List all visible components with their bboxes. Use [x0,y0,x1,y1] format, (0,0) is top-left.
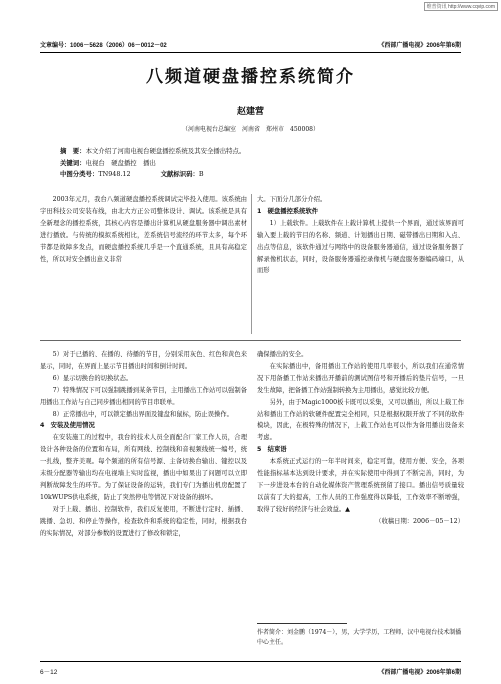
clc-value: TN948.12 [98,170,131,178]
paragraph: 7）特殊情况下可以强制跳播到某条节目，主用播出工作站可以强制备用播出工作站与自己同步播出相同的节目串联单。 [40,386,247,406]
column-bottom-right [257,349,464,528]
column-bottom-left [40,349,247,540]
footnote-rule [257,623,347,624]
header-rule [40,52,461,53]
paragraph: 大。下面分几部分介绍。 [257,196,327,203]
keywords-line [60,158,450,170]
section-heading: 4 安装及使用情况 [40,422,95,430]
abstract-text: 本文介绍了河南电视台硬盘播控系统及其安全播出特点。 [85,147,246,155]
article-number: 文章编号：1006－5628（2006）06－0012－02 [40,43,167,49]
author-name: 赵建营 [236,107,264,117]
column-divider [251,194,252,334]
clc-label: 中图分类号： [60,170,99,178]
page-number: 6－12 [40,669,58,676]
paragraph: 在安装施工的过程中，我台的技术人员全面配合厂家工作人员，合理设计各种设备的位置和布局，所有网线、控制线和音视频线统一编号，统一扎线，整齐美观。每个频道的所有信号源、主备切换台输出、键控以及末级分配器等输出均在电视墙上实时监视，播出中如果出了问题可以立即判断故障发生的环节。为了保证设备的运转，我们专门为播出机房配置了10kWUPS供电系统，防止了突然停电等情况下对设备的损坏。 [40,434,247,501]
paragraph: 在实际播出中，备用播出工作站的使用几率很小，所以我们在通常情况下用备播工作站来播出开播前的测试图信号和开播后的垫片信号，一旦发生故障，把备播工作站强制转换为主用播出，感觉比较方便。 [257,362,464,394]
column-top-right [257,194,464,277]
watermark: 维普资讯 http://www.cqvip.com [424,2,498,11]
received-date: （收稿日期：2006－05－12） [375,517,464,525]
paragraph: 2003年元月，我台八频道硬盘播控系统调试完毕投入使用。该系统由宇田科技公司安装布线，由北大方正公司整体设计、调试。该系统是具有全新理念的播控系统，其核心内容是播出计算机从硬盘服务器中调出素材进行播放。与传统的模拟系统相比，差系统信号流经的环节太多，每个环节都是故障多发点，而硬盘播控系统几乎是一个直通系统，且具有高稳定性，所以对安全播出意义非常 [40,196,247,263]
footer-rule [40,661,461,662]
affiliation: （河南电视台总编室 河南省 郑州市 450008） [182,126,319,133]
abstract-label: 摘 要： [60,147,86,155]
paragraph: 6）显示切换台的切换状态。 [52,374,133,382]
column-top-left [40,194,247,265]
paragraph: 本系统正式运行的一年半时间来，稳定可靠，使用方便、安全，各项性能指标基本达到设计要求，并在实际使用中得到了不断完善，同时，为下一步进设本台的自动化媒体资产管理系统预留了接口。播出信号质量较以前有了大的提高，工作人员的工作强度得以降低，工作效率不断增强，取得了较好的经济与社会效益。▲ [257,458,464,513]
section-heading: 5 结束语 [257,446,287,454]
abstract-block [60,146,450,181]
article-title: 八频道硬盘播控系统简介 [146,67,355,87]
journal-header: 《西部广播电视》2006年第6期 [378,43,461,49]
paragraph: 1）上载软件。上载软件在上载计算机上提供一个界面，通过该界面可输入要上载的节目的名称、频道、计划播出日期、磁带播出日期和入点、出点等信息，该软件通过与网络中的设备服务器通信，通过设备服务器了解录像机状态，同时，设备服务器遥控录像机与硬盘服务器编码端口，从而形 [257,219,464,275]
section-divider [40,340,461,341]
doc-code-label: 文献标识码： [160,170,199,178]
paragraph: 8）正常播出中，可以锁定播出界面及键盘和鼠标，防止误操作。 [52,410,233,418]
section-heading: 1 硬盘播控系统软件 [257,207,319,215]
paragraph: 5）对于已播的、在播的、待播的节目，分别采用灰色、红色和黄色来显示，同时，在界面上显示节目播出时间和倒计时间。 [40,351,247,370]
paragraph: 对于上载、播出、控制软件，我们反复使用，不断进行定时、插播、跳播、急切、和停止等操作，检查软件和系统的稳定性，同时，根据我台的实际情况，对部分参数的设置进行了修改和锁定， [40,505,247,537]
classification-line [60,169,450,181]
abstract-line [60,146,450,158]
paragraph: 确保播出的安全。 [257,351,308,358]
journal-footer: 《西部广播电视》2006年第6期 [378,670,461,676]
keywords-text: 电视台 硬盘播控 播出 [85,158,156,167]
keywords-label: 关键词： [60,158,86,167]
doc-code-value: B [198,170,204,178]
author-note: 作者简介：刘金鹏（1974－），男，大学学历，工程师，汉中电视台技术制播中心主任。 [257,629,462,646]
paragraph: 另外，由于Magic1000板卡既可以采集，又可以播出，所以上载工作站和播出工作站的软硬件配置完全相同，只是根据权限开放了不同的软件模块，因此，在极特殊的情况下，上载工作站也可以作为备用播出设备来考虑。 [257,398,464,442]
